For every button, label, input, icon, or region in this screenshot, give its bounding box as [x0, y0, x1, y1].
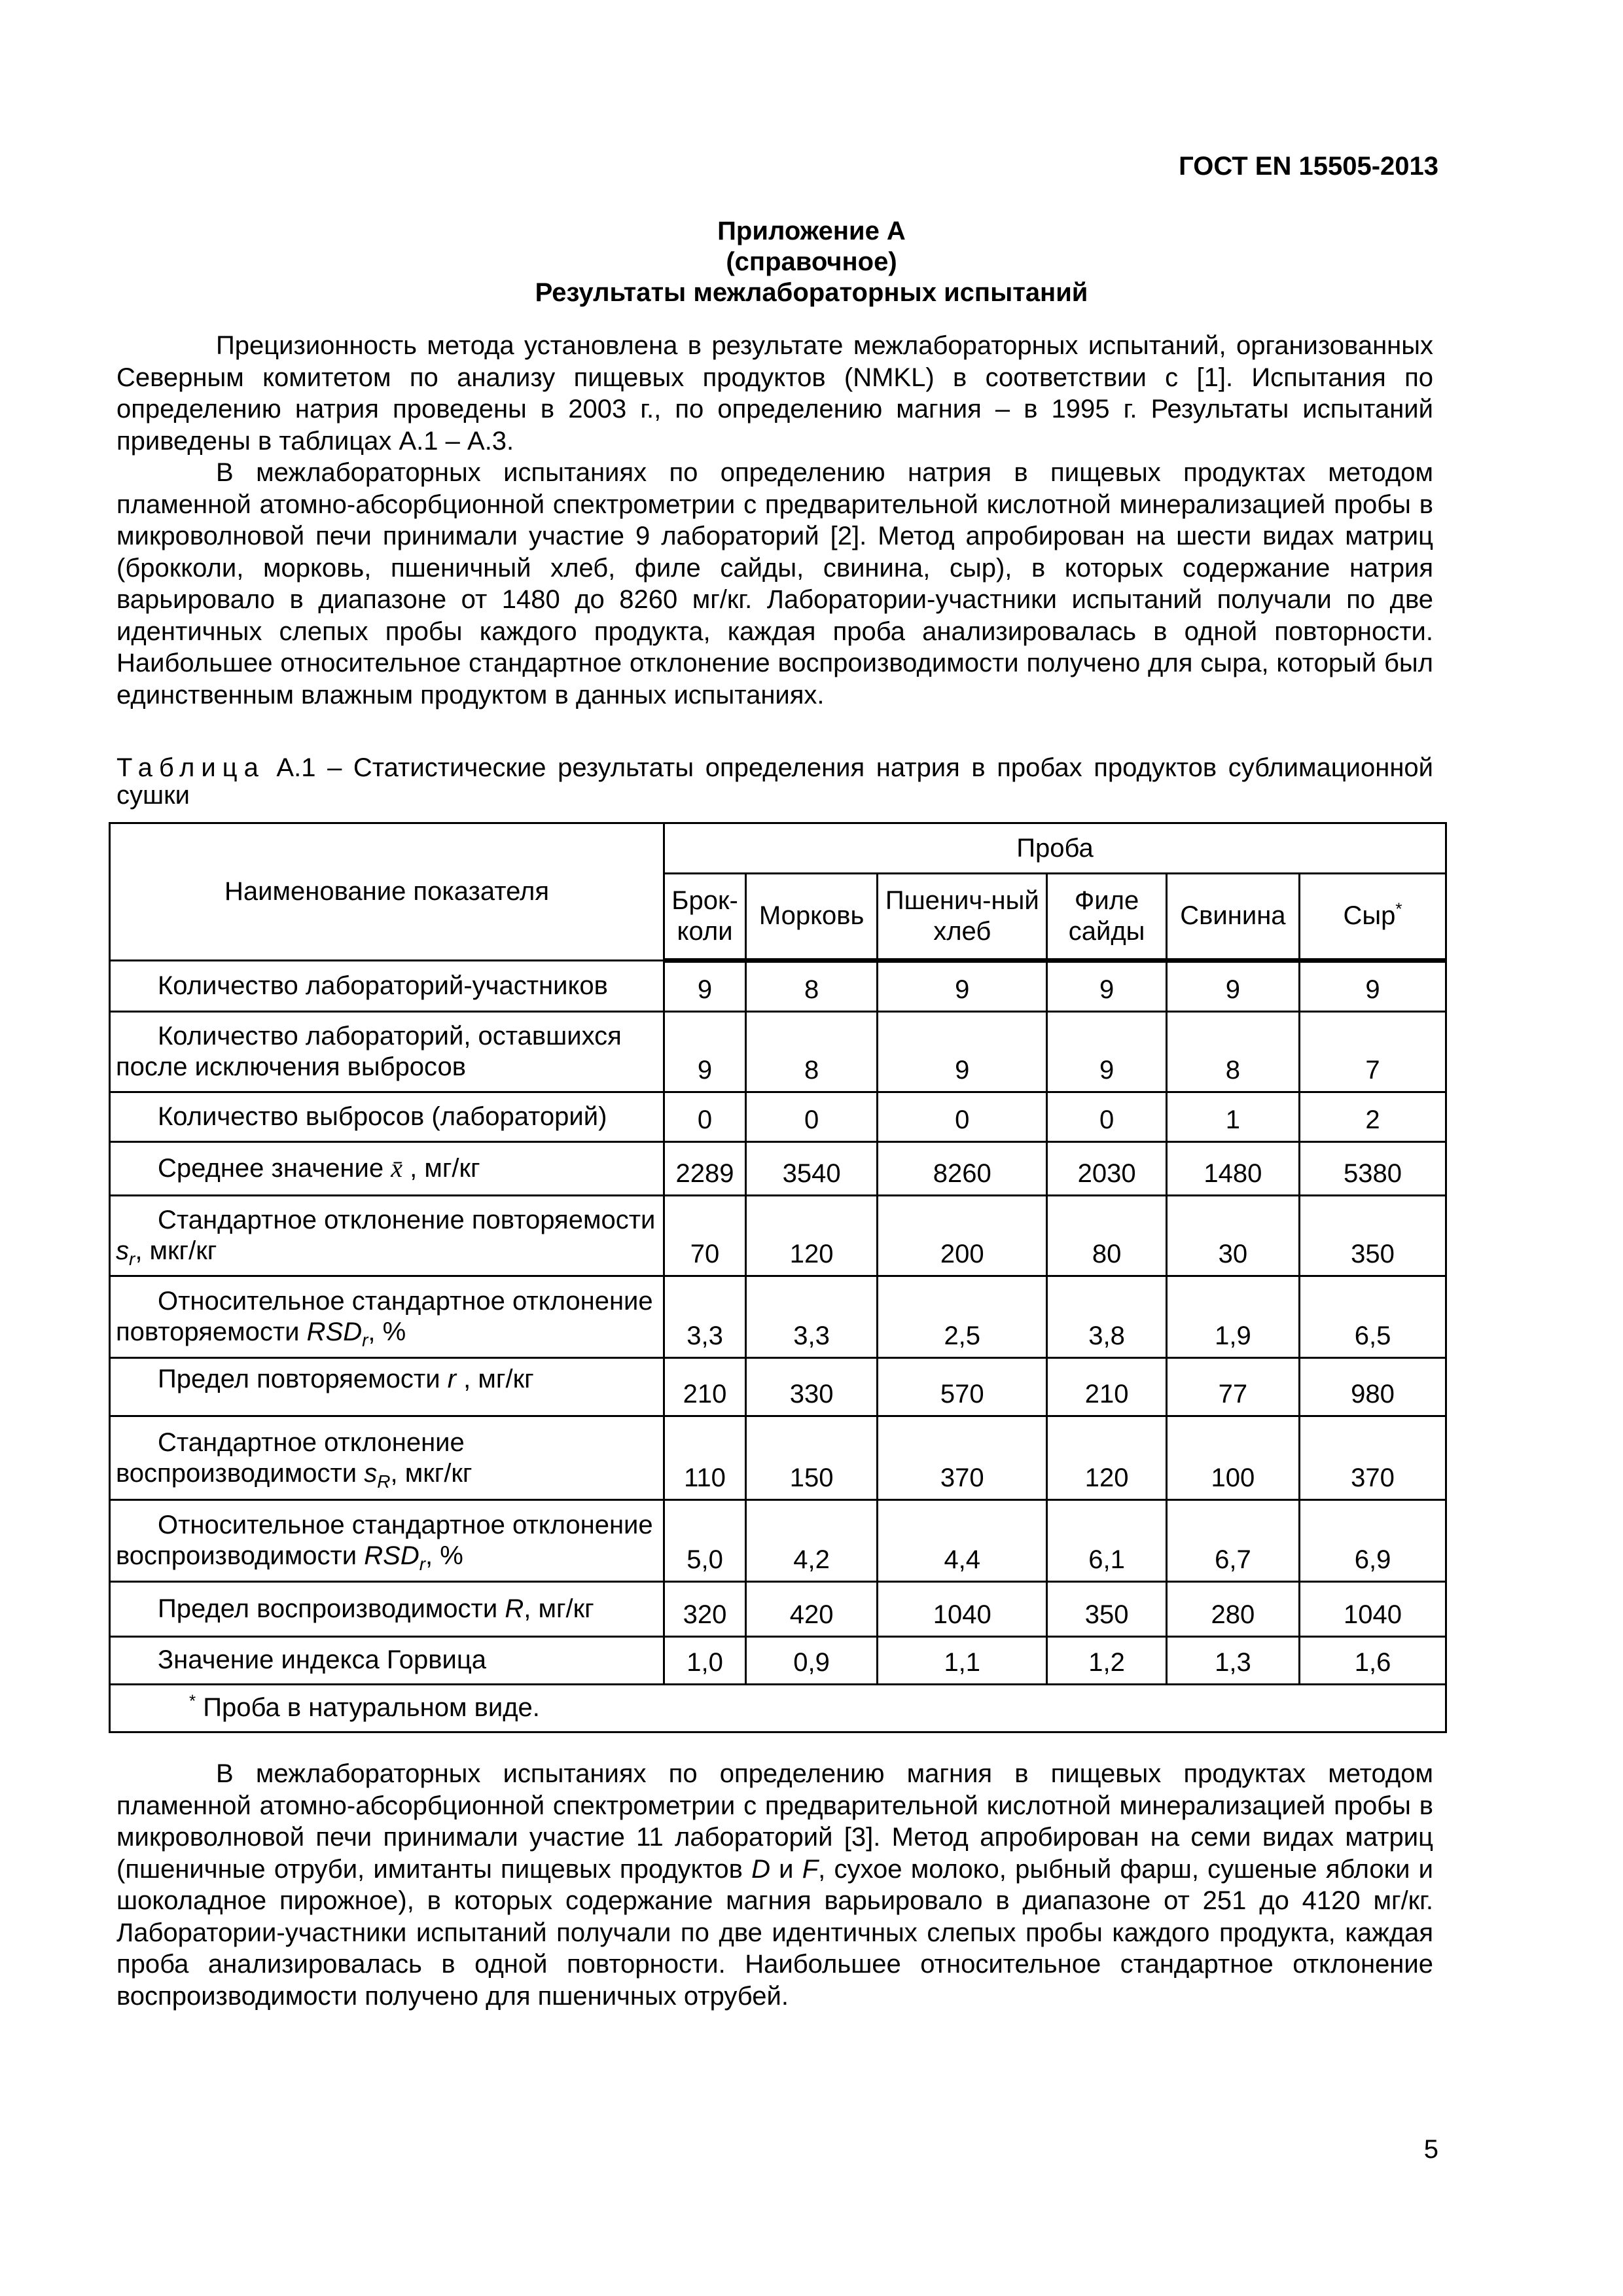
table-caption — [116, 754, 1433, 809]
cell: 280 — [1166, 1581, 1299, 1636]
cell: 2030 — [1047, 1141, 1166, 1195]
row-label: Относительное стандартное отклонение воспроизводимости $RSD_r$, % — [110, 1500, 664, 1582]
cell: 1,2 — [1047, 1636, 1166, 1684]
header-parameter: Наименование показателя — [110, 823, 664, 961]
cell: 120 — [746, 1195, 878, 1276]
cell: 9 — [664, 1011, 746, 1092]
cell: 1,1 — [878, 1636, 1047, 1684]
cell: 70 — [664, 1195, 746, 1276]
cell: 210 — [664, 1358, 746, 1416]
appendix-title: Приложение А — [717, 217, 906, 245]
row-label: Относительное стандартное отклонение повторяемости $RSD_r$, % — [110, 1276, 664, 1358]
cell: 350 — [1300, 1195, 1446, 1276]
table-row — [110, 1011, 1446, 1092]
header-carrot: Морковь — [746, 874, 878, 961]
cell: 9 — [1166, 960, 1299, 1011]
cell: 570 — [878, 1358, 1047, 1416]
cell: 9 — [1300, 960, 1446, 1011]
cell: 8260 — [878, 1141, 1047, 1195]
header-saithe-fillet: Филе сайды — [1047, 874, 1166, 961]
sodium-results-table — [109, 822, 1447, 1733]
cell: 0 — [664, 1092, 746, 1141]
table-row — [110, 1195, 1446, 1276]
row-label: Количество выбросов (лабораторий) — [110, 1092, 664, 1141]
sodium-paragraph: В межлабораторных испытаниях по определению натрия в пищевых продуктах методом пламенной атомно-абсорбционной спектрометрии с предварительной кислотной минерализацией пробы в микроволновой печи принимали участие 9 лабораторий [2]. Метод апробирован на шести видах матриц (брокколи, морковь, пшеничный хлеб, филе сайды, свинина, сыр), в которых содержание натрия варьировало в диапазоне от 1480 до 8260 мг/кг. Лаборатории-участники испытаний получали по две идентичных слепых пробы каждого продукта, каждая проба анализировалась в одной повторности. Наибольшее относительное стандартное отклонение воспроизводимости получено для сыра, который был единственным влажным продуктом в данных испытаниях. — [116, 458, 1433, 709]
cell: 77 — [1166, 1358, 1299, 1416]
cell: 4,2 — [746, 1500, 878, 1582]
table-row — [110, 1092, 1446, 1141]
cell: 2,5 — [878, 1276, 1047, 1358]
table-footnote-row — [110, 1684, 1446, 1732]
cell: 9 — [1047, 1011, 1166, 1092]
cell: 110 — [664, 1416, 746, 1500]
cell: 9 — [878, 960, 1047, 1011]
appendix-heading — [0, 216, 1623, 308]
row-label: Количество лабораторий-участников — [110, 960, 664, 1011]
cell: 1040 — [878, 1581, 1047, 1636]
cell: 1,9 — [1166, 1276, 1299, 1358]
table-row — [110, 1636, 1446, 1684]
row-label: Количество лабораторий, оставшихся после исключения выбросов — [110, 1011, 664, 1092]
cell: 1,3 — [1166, 1636, 1299, 1684]
cell: 8 — [1166, 1011, 1299, 1092]
table-row — [110, 1141, 1446, 1195]
row-label: Значение индекса Горвица — [110, 1636, 664, 1684]
appendix-type: (справочное) — [726, 247, 897, 276]
table-footnote: * Проба в натуральном виде. — [110, 1684, 1446, 1732]
cell: 1040 — [1300, 1581, 1446, 1636]
cell: 3540 — [746, 1141, 878, 1195]
cell: 0 — [746, 1092, 878, 1141]
cell: 1,0 — [664, 1636, 746, 1684]
cell: 6,9 — [1300, 1500, 1446, 1582]
cell: 3,8 — [1047, 1276, 1166, 1358]
header-broccoli: Брок-коли — [664, 874, 746, 961]
cell: 1480 — [1166, 1141, 1299, 1195]
cell: 8 — [746, 960, 878, 1011]
cell: 370 — [1300, 1416, 1446, 1500]
appendix-subtitle: Результаты межлабораторных испытаний — [535, 278, 1088, 307]
cell: 2 — [1300, 1092, 1446, 1141]
cell: 1 — [1166, 1092, 1299, 1141]
table-row — [110, 1416, 1446, 1500]
cell: 80 — [1047, 1195, 1166, 1276]
cell: 330 — [746, 1358, 878, 1416]
header-pork: Свинина — [1166, 874, 1299, 961]
cell: 420 — [746, 1581, 878, 1636]
cell: 100 — [1166, 1416, 1299, 1500]
table-caption-word: Таблица — [116, 753, 265, 782]
row-label: Стандартное отклонение воспроизводимости $s_R$, мкг/кг — [110, 1416, 664, 1500]
header-cheese: Сыр* — [1300, 874, 1446, 961]
cell: 9 — [664, 960, 746, 1011]
cell: 2289 — [664, 1141, 746, 1195]
cell: 210 — [1047, 1358, 1166, 1416]
cell: 200 — [878, 1195, 1047, 1276]
row-label: Предел воспроизводимости R, мг/кг — [110, 1581, 664, 1636]
cell: 6,5 — [1300, 1276, 1446, 1358]
cell: 150 — [746, 1416, 878, 1500]
cell: 9 — [1047, 960, 1166, 1011]
cell: 6,1 — [1047, 1500, 1166, 1582]
row-label: Предел повторяемости r , мг/кг — [110, 1358, 664, 1416]
table-caption-text: А.1 – Статистические результаты определения натрия в пробах продуктов сублимационной сушки — [116, 753, 1433, 810]
cell: 0 — [1047, 1092, 1166, 1141]
table-row — [110, 1358, 1446, 1416]
cell: 4,4 — [878, 1500, 1047, 1582]
cell: 30 — [1166, 1195, 1299, 1276]
row-label: Стандартное отклонение повторяемости $s_r$, мкг/кг — [110, 1195, 664, 1276]
header-sample: Проба — [664, 823, 1446, 874]
cell: 5380 — [1300, 1141, 1446, 1195]
standard-number: ГОСТ EN 15505-2013 — [1179, 152, 1438, 181]
cell: 7 — [1300, 1011, 1446, 1092]
cell: 9 — [878, 1011, 1047, 1092]
cell: 0,9 — [746, 1636, 878, 1684]
table-row — [110, 960, 1446, 1011]
cell: 320 — [664, 1581, 746, 1636]
cell: 120 — [1047, 1416, 1166, 1500]
cell: 0 — [878, 1092, 1047, 1141]
table-row — [110, 1276, 1446, 1358]
cell: 350 — [1047, 1581, 1166, 1636]
cell: 980 — [1300, 1358, 1446, 1416]
page-number: 5 — [1423, 2135, 1438, 2164]
table-row — [110, 1581, 1446, 1636]
header-wheat-bread: Пшенич-ный хлеб — [878, 874, 1047, 961]
cell: 1,6 — [1300, 1636, 1446, 1684]
cell: 3,3 — [664, 1276, 746, 1358]
cell: 8 — [746, 1011, 878, 1092]
table-row — [110, 1500, 1446, 1582]
row-label: Среднее значение x̄ , мг/кг — [110, 1141, 664, 1195]
cell: 370 — [878, 1416, 1047, 1500]
cell: 3,3 — [746, 1276, 878, 1358]
intro-paragraph: Прецизионность метода установлена в результате межлабораторных испытаний, организованных Северным комитетом по анализу пищевых продуктов (NMKL) в соответствии с [1]. Испытания по определению натрия проведены в 2003 г., по определению магния – в 1995 г. Результаты испытаний приведены в таблицах А.1 – А.3. — [116, 331, 1433, 456]
cell: 5,0 — [664, 1500, 746, 1582]
magnesium-paragraph: В межлабораторных испытаниях по определению магния в пищевых продуктах методом пламенной атомно-абсорбционной спектрометрии с предварительной кислотной минерализацией пробы в микроволновой печи принимали участие 11 лабораторий [3]. Метод апробирован на семи видах матриц (пшеничные отруби, имитанты пищевых продуктов D и F, сухое молоко, рыбный фарш, сушеные яблоки и шоколадное пирожное), в которых содержание магния варьировало в диапазоне от 251 до 4120 мг/кг. Лаборатории-участники испытаний получали по две идентичных слепых пробы каждого продукта, каждая проба анализировалась в одной повторности. Наибольшее относительное стандартное отклонение воспроизводимости получено для пшеничных отрубей. — [116, 1759, 1433, 2011]
cell: 6,7 — [1166, 1500, 1299, 1582]
